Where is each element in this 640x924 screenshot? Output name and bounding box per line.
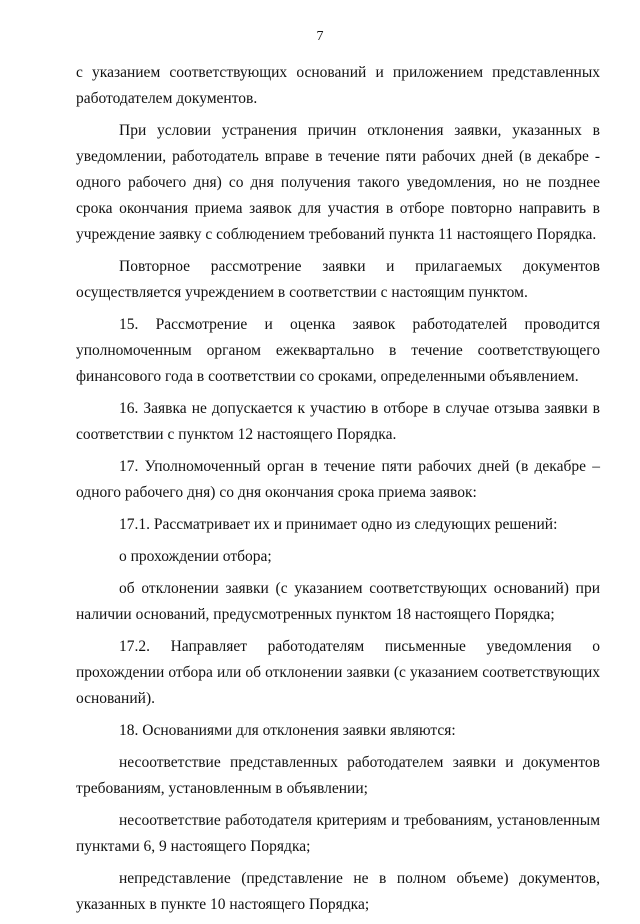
paragraph: 18. Основаниями для отклонения заявки являются: (119, 722, 456, 739)
paragraph: 15. Рассмотрение и оценка заявок работодателей проводится уполномоченным органом ежеквартально в течение соответствующего финансового года в соответствии со сроками, определенными объявлением. (76, 316, 600, 385)
paragraph: 17.2. Направляет работодателям письменные уведомления о прохождении отбора или об отклонении заявки (с указанием соответствующих оснований). (76, 638, 600, 707)
paragraph: 16. Заявка не допускается к участию в отборе в случае отзыва заявки в соответствии с пунктом 12 настоящего Порядка. (76, 400, 600, 443)
paragraph: несоответствие работодателя критериям и требованиям, установленным пунктами 6, 9 настоящего Порядка; (76, 812, 600, 855)
paragraph: об отклонении заявки (с указанием соответствующих оснований) при наличии оснований, предусмотренных пунктом 18 настоящего Порядка; (76, 580, 600, 623)
paragraph: 17. Уполномоченный орган в течение пяти рабочих дней (в декабре – одного рабочего дня) со дня окончания срока приема заявок: (76, 458, 600, 501)
paragraph: о прохождении отбора; (119, 548, 272, 565)
page-number: 7 (316, 29, 324, 44)
paragraph: Повторное рассмотрение заявки и прилагаемых документов осуществляется учреждением в соответствии с настоящим пунктом. (76, 258, 600, 301)
paragraph: 17.1. Рассматривает их и принимает одно из следующих решений: (119, 516, 558, 533)
paragraph: несоответствие представленных работодателем заявки и документов требованиям, установленным в объявлении; (76, 754, 600, 797)
document-body (76, 60, 600, 924)
paragraph: При условии устранения причин отклонения заявки, указанных в уведомлении, работодатель вправе в течение пяти рабочих дней (в декабре - одного рабочего дня) со дня получения такого уведомления, но не позднее срока окончания приема заявок для участия в отборе повторно направить в учреждение заявку с соблюдением требований пункта 11 настоящего Порядка. (76, 122, 600, 243)
paragraph: непредставление (представление не в полном объеме) документов, указанных в пункте 10 настоящего Порядка; (76, 870, 600, 913)
paragraph: с указанием соответствующих оснований и приложением представленных работодателем документов. (76, 64, 600, 107)
